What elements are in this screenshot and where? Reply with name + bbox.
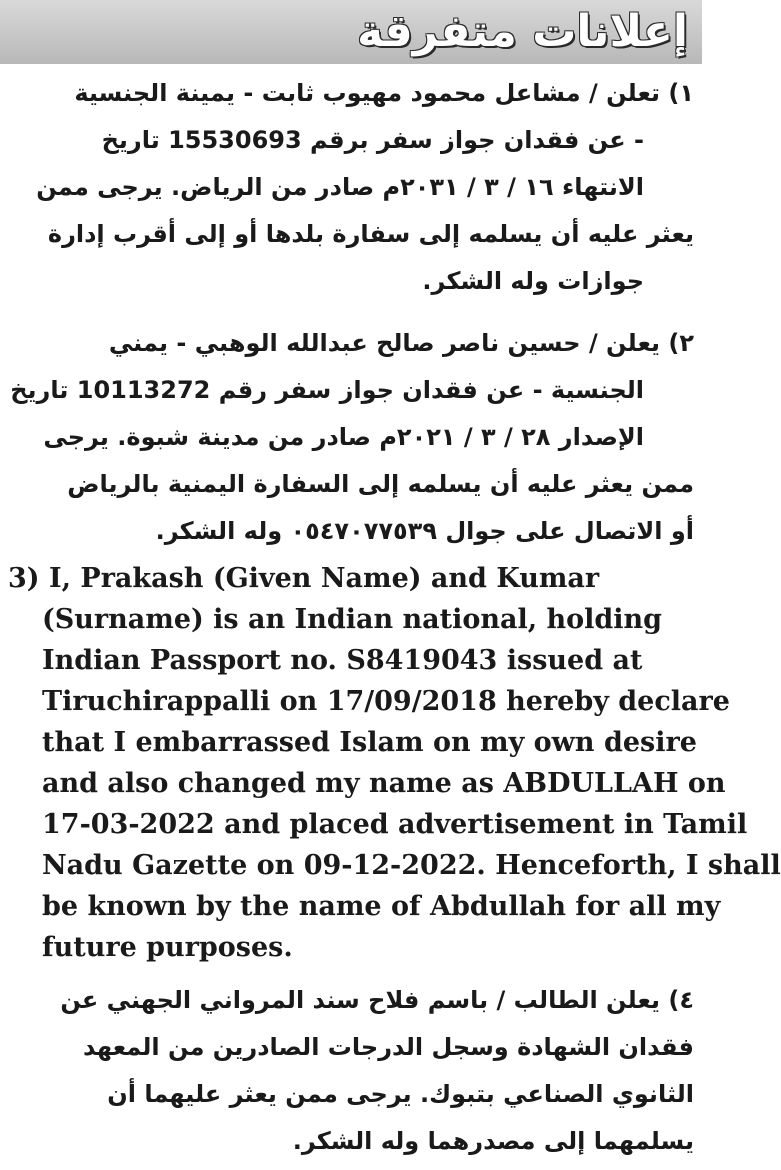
notice-3-line: Indian Passport no. S8419043 issued at xyxy=(42,645,643,676)
notice-3 xyxy=(8,558,781,968)
notice-3-line: Tiruchirappalli on 17/09/2018 hereby declare xyxy=(42,686,730,717)
notice-2-line: ممن يعثر عليه أن يسلمه إلى السفارة اليمنية بالرياض xyxy=(67,470,694,498)
notice-3-line: 17-03-2022 and placed advertisement in Tamil xyxy=(42,809,748,840)
notice-2-line: ٢) يعلن / حسين ناصر صالح عبدالله الوهبي - يمني xyxy=(108,329,694,357)
notice-4 xyxy=(8,977,694,1165)
notice-3-line: 3) I, Prakash (Given Name) and Kumar xyxy=(8,563,600,594)
notice-3-line: future purposes. xyxy=(42,932,293,963)
notice-3-line: (Surname) is an Indian national, holding xyxy=(42,604,663,635)
notice-3-line: and also changed my name as ABDULLAH on xyxy=(42,768,726,799)
notice-1-line: يعثر عليه أن يسلمه إلى سفارة بلدها أو إلى أقرب إدارة xyxy=(47,220,694,248)
notice-2 xyxy=(8,320,694,555)
notice-2-line: أو الاتصال على جوال ٠٥٤٧٠٧٧٥٣٩ وله الشكر. xyxy=(155,517,694,545)
notice-3-line: be known by the name of Abdullah for all my xyxy=(42,891,721,922)
notice-3-line: Nadu Gazette on 09-12-2022. Henceforth, I shall xyxy=(42,850,781,881)
notice-4-line: يسلمهما إلى مصدرهما وله الشكر. xyxy=(292,1127,694,1155)
notice-1 xyxy=(8,70,694,305)
notice-2-line: الإصدار ٢٨ / ٣ / ٢٠٢١م صادر من مدينة شبوة. يرجى xyxy=(43,423,644,451)
notice-1-line: جوازات وله الشكر. xyxy=(422,267,644,295)
section-header xyxy=(0,0,702,64)
notice-2-line: الجنسية - عن فقدان جواز سفر رقم 10113272 تاريخ xyxy=(10,376,644,404)
notice-3-line: that I embarrassed Islam on my own desire xyxy=(42,727,697,758)
notice-4-line: ٤) يعلن الطالب / باسم فلاح سند المرواني الجهني عن xyxy=(60,986,694,1014)
section-title: إعلانات متفرقة xyxy=(357,6,688,57)
notice-1-line: ١) تعلن / مشاعل محمود مهيوب ثابت - يمينة الجنسية xyxy=(74,79,694,107)
notice-4-line: الثانوي الصناعي بتبوك. يرجى ممن يعثر عليهما أن xyxy=(107,1080,694,1108)
notice-1-line: - عن فقدان جواز سفر برقم 15530693 تاريخ xyxy=(101,126,644,154)
notice-4-line: فقدان الشهادة وسجل الدرجات الصادرين من المعهد xyxy=(83,1033,694,1061)
notice-1-line: الانتهاء ١٦ / ٣ / ٢٠٣١م صادر من الرياض. يرجى ممن xyxy=(36,173,644,201)
